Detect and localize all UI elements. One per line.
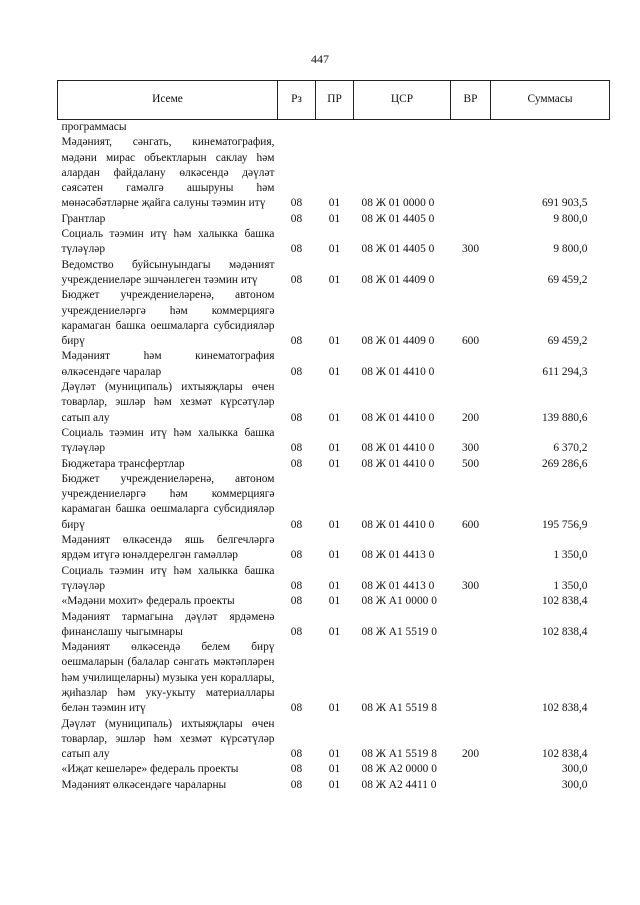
cell-rz: 08 — [290, 778, 303, 791]
cell-rz: 08 — [290, 579, 303, 592]
header-name: Исеме — [58, 81, 278, 120]
table-row — [58, 212, 610, 227]
cell-rz: 08 — [290, 457, 303, 470]
cell-sum: 102 838,4 — [541, 702, 588, 715]
cell-name: Мәдәният һәм кинематография өлкәсендәге чаралар — [61, 350, 275, 378]
cell-vr: 600 — [461, 335, 480, 348]
cell-name: Мәдәният тармагына дәүләт ярдәменә финанслашу чыгымнары — [61, 610, 275, 638]
cell-pr: 01 — [328, 518, 341, 531]
header-csr: ЦСР — [354, 81, 451, 120]
cell-vr: 600 — [461, 518, 480, 531]
cell-rz: 08 — [290, 243, 303, 256]
cell-name: Мәдәният, сәнгать, кинематография, мәдәни мирас объектларын саклау һәм алардан файдалану өлкәсендә дәүләт сәясәтен гамәлгә ашыруны һәм мөнәсәбәтләрне җайга салуны тәэмин итү — [61, 136, 275, 210]
cell-csr: 08 Ж 01 4410 0 — [361, 457, 435, 470]
header-rz: Рз — [278, 81, 316, 120]
table-row — [58, 227, 610, 258]
cell-vr — [451, 258, 491, 289]
cell-rz: 08 — [290, 518, 303, 531]
cell-sum: 269 286,6 — [541, 457, 588, 470]
cell-rz: 08 — [290, 365, 303, 378]
cell-csr: 08 Ж А2 0000 0 — [361, 763, 437, 776]
cell-vr — [451, 120, 491, 136]
cell-pr: 01 — [328, 763, 341, 776]
cell-vr: 500 — [461, 457, 480, 470]
table-row — [58, 640, 610, 716]
cell-vr — [451, 212, 491, 227]
cell-pr: 01 — [328, 273, 341, 286]
cell-vr — [451, 610, 491, 641]
cell-name: «Мәдәни мохит» федераль проекты — [61, 595, 235, 608]
cell-sum: 139 880,6 — [541, 411, 588, 424]
cell-sum: 1 350,0 — [553, 549, 588, 562]
cell-pr: 01 — [328, 411, 341, 424]
header-vr: ВР — [451, 81, 491, 120]
cell-sum: 6 370,2 — [553, 442, 588, 455]
cell-csr: 08 Ж 01 4410 0 — [361, 518, 435, 531]
cell-rz: 08 — [290, 748, 303, 761]
cell-vr: 300 — [461, 579, 480, 592]
cell-rz: 08 — [290, 442, 303, 455]
cell-vr: 200 — [461, 411, 480, 424]
table-row — [58, 258, 610, 289]
cell-name: «Иҗат кешеләре» федераль проекты — [61, 763, 239, 776]
cell-name: Бюджетара трансфертлар — [61, 457, 185, 470]
table-header — [58, 81, 610, 120]
cell-rz: 08 — [290, 625, 303, 638]
cell-name: Бюджет учреждениеләренә, автоном учреждениеләргә һәм коммерциягә карамаган башка оешмаларга субсидияләр бирү — [61, 289, 275, 348]
table-row — [58, 380, 610, 426]
cell-name: Мәдәният өлкәсендә яшь белгечләргә ярдәм итүгә юнәлдерелгән гамәлләр — [61, 534, 275, 562]
cell-pr: 01 — [328, 442, 341, 455]
cell-pr: 01 — [328, 595, 341, 608]
cell-sum: 300,0 — [561, 763, 588, 776]
cell-name: Мәдәният өлкәсендәге чараларны — [61, 778, 227, 791]
cell-name: Грантлар — [61, 212, 106, 225]
cell-rz: 08 — [290, 595, 303, 608]
cell-name: Мәдәният өлкәсендә белем бирү оешмаларын (балалар сәнгать мәктәпләрен һәм училищеларны) музыка уен кораллары, җиһазлар һәм уку-укыту материаллары белән тәэмин итү — [61, 641, 275, 715]
table-row — [58, 120, 610, 136]
cell-sum: 102 838,4 — [541, 625, 588, 638]
cell-vr: 300 — [461, 442, 480, 455]
cell-pr: 01 — [328, 212, 341, 225]
header-pr: ПР — [316, 81, 354, 120]
cell-pr: 01 — [328, 778, 341, 791]
cell-pr — [316, 120, 354, 136]
cell-pr: 01 — [328, 702, 341, 715]
cell-csr: 08 Ж 01 4410 0 — [361, 411, 435, 424]
cell-pr: 01 — [328, 365, 341, 378]
cell-name: Социаль тәэмин итү һәм халыкка башка түләүләр — [61, 426, 275, 455]
cell-sum — [491, 120, 610, 136]
table-row — [58, 762, 610, 777]
cell-sum: 102 838,4 — [541, 748, 588, 761]
cell-sum: 102 838,4 — [541, 595, 588, 608]
cell-sum: 69 459,2 — [547, 335, 588, 348]
budget-table — [57, 80, 610, 793]
cell-vr: 300 — [461, 243, 480, 256]
cell-sum: 195 756,9 — [541, 518, 588, 531]
cell-csr: 08 Ж 01 4409 0 — [361, 273, 435, 286]
table-row — [58, 349, 610, 380]
cell-csr: 08 Ж 01 4405 0 — [361, 212, 435, 225]
cell-pr: 01 — [328, 625, 341, 638]
cell-name: программасы — [61, 121, 127, 133]
cell-name: Социаль тәэмин итү һәм халыкка башка түләүләр — [61, 564, 275, 592]
cell-vr — [451, 135, 491, 211]
table-row — [58, 135, 610, 211]
cell-sum: 1 350,0 — [553, 579, 588, 592]
cell-csr: 08 Ж А1 5519 0 — [361, 625, 437, 638]
cell-name: Ведомство буйсынуындагы мәдәният учреждениеләре эшчәнлеген тәэмин итү — [61, 258, 275, 286]
table-row — [58, 778, 610, 793]
cell-vr — [451, 533, 491, 564]
cell-pr: 01 — [328, 579, 341, 592]
table-row — [58, 533, 610, 564]
cell-name: Дәүләт (муниципаль) ихтыяҗлары өчен товарлар, эшләр һәм хезмәт күрсәтүләр сатып алу — [61, 381, 275, 424]
cell-csr — [354, 120, 451, 136]
cell-name: Социаль тәэмин итү һәм халыкка башка түләүләр — [61, 228, 275, 256]
cell-sum: 300,0 — [561, 778, 588, 791]
cell-rz: 08 — [290, 273, 303, 286]
cell-name: Дәүләт (муниципаль) ихтыяҗлары өчен товарлар, эшләр һәм хезмәт күрсәтүләр сатып алу — [61, 717, 275, 761]
cell-vr — [451, 594, 491, 609]
cell-pr: 01 — [328, 197, 341, 210]
cell-csr: 08 Ж А1 0000 0 — [361, 595, 437, 608]
cell-pr: 01 — [328, 748, 341, 761]
cell-csr: 08 Ж А1 5519 8 — [361, 702, 437, 715]
table-body — [58, 120, 610, 794]
cell-rz: 08 — [290, 702, 303, 715]
cell-csr: 08 Ж 01 4413 0 — [361, 579, 435, 592]
cell-rz: 08 — [290, 549, 303, 562]
cell-csr: 08 Ж 01 4410 0 — [361, 442, 435, 455]
cell-csr: 08 Ж 01 4409 0 — [361, 335, 435, 348]
cell-csr: 08 Ж 01 4405 0 — [361, 243, 435, 256]
cell-sum: 611 294,3 — [542, 365, 588, 378]
cell-sum: 69 459,2 — [547, 273, 588, 286]
cell-name: Бюджет учреждениеләренә, автоном учреждениеләргә һәм коммерциягә карамаган башка оешмаларга субсидияләр бирү — [61, 472, 275, 531]
cell-vr — [451, 762, 491, 777]
header-sum: Суммасы — [491, 81, 610, 120]
table-row — [58, 472, 610, 533]
cell-rz: 08 — [290, 212, 303, 225]
cell-sum: 691 903,5 — [541, 197, 588, 210]
table-row — [58, 288, 610, 349]
cell-csr: 08 Ж А1 5519 8 — [361, 748, 437, 761]
cell-vr: 200 — [461, 748, 480, 761]
cell-vr — [451, 640, 491, 716]
cell-rz: 08 — [290, 411, 303, 424]
cell-rz: 08 — [290, 763, 303, 776]
cell-csr: 08 Ж 01 0000 0 — [361, 197, 435, 210]
cell-rz — [278, 120, 316, 136]
cell-sum: 9 800,0 — [553, 212, 588, 225]
cell-pr: 01 — [328, 457, 341, 470]
cell-pr: 01 — [328, 243, 341, 256]
table-row — [58, 426, 610, 457]
table-row — [58, 564, 610, 595]
cell-vr — [451, 778, 491, 793]
cell-pr: 01 — [328, 549, 341, 562]
cell-vr — [451, 349, 491, 380]
table-row — [58, 457, 610, 472]
cell-sum: 9 800,0 — [553, 243, 588, 256]
table-row — [58, 610, 610, 641]
cell-pr: 01 — [328, 335, 341, 348]
cell-rz: 08 — [290, 335, 303, 348]
table-row — [58, 717, 610, 763]
cell-csr: 08 Ж 01 4410 0 — [361, 365, 435, 378]
cell-csr: 08 Ж А2 4411 0 — [361, 778, 437, 791]
page-number: 447 — [311, 52, 329, 66]
cell-csr: 08 Ж 01 4413 0 — [361, 549, 435, 562]
table-row — [58, 594, 610, 609]
cell-rz: 08 — [290, 197, 303, 210]
